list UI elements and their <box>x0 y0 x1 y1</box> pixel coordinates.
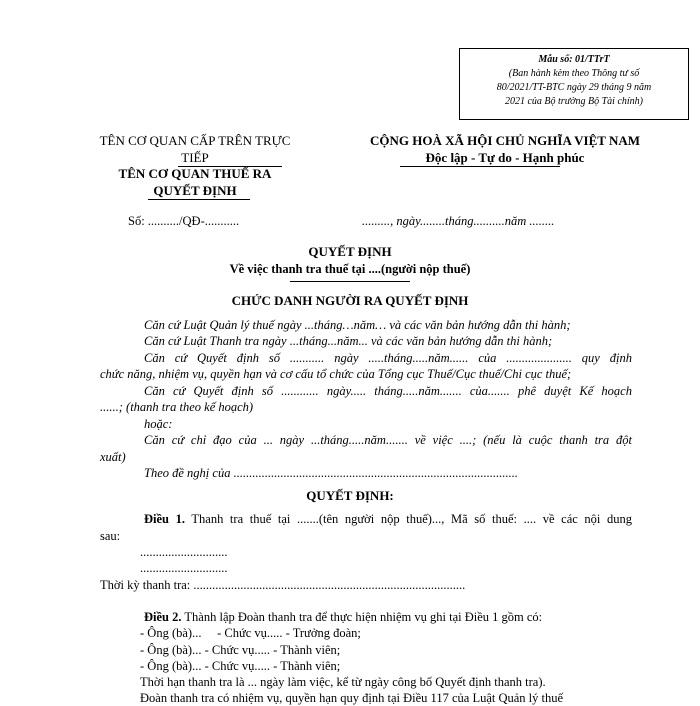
basis-plan-line-2: ......; (thanh tra theo kế hoạch) <box>100 400 254 414</box>
nation-name: CỘNG HOÀ XÃ HỘI CHỦ NGHĨA VIỆT NAM <box>369 133 641 148</box>
form-note-line-1: (Ban hành kèm theo Thông tư số <box>508 68 640 79</box>
basis-directive-line-2: xuất) <box>100 450 126 464</box>
basis-decision-line-1: Căn cứ Quyết định số ........... ngày .....tháng.....năm...... của ..................... quy định <box>144 351 632 365</box>
inspection-period: Thời kỳ thanh tra: ....................................................................................... <box>100 578 466 592</box>
basis-or: hoặc: <box>144 417 173 431</box>
parent-agency-line-1: TÊN CƠ QUAN CẤP TRÊN TRỰC <box>99 133 291 148</box>
basis-plan-line-1: Căn cứ Quyết định số ............ ngày..... tháng.....năm....... của....... phê duyệt Kế hoạch <box>144 384 632 398</box>
motto: Độc lập - Tự do - Hạnh phúc <box>425 150 585 165</box>
decision-label: QUYẾT ĐỊNH <box>153 183 237 198</box>
basis-decision-line-2: chức năng, nhiệm vụ, quyền hạn và cơ cấu tổ chức của Tổng cục Thuế/Cục thuế/Chi cục thuế; <box>100 367 572 381</box>
parent-agency-line-2: TIẾP <box>181 150 209 165</box>
team-member-3: - Ông (bà)... - Chức vụ..... - Thành viên; <box>140 659 341 673</box>
article-1-text: Thanh tra thuế tại .......(tên người nộp thuế)..., Mã số thuế: .... về các nội dung <box>191 512 633 526</box>
form-code-box <box>459 48 689 120</box>
article-2-line-1 <box>144 610 542 625</box>
article-1-line-2: sau: <box>100 529 121 543</box>
article-1-dots-2: ............................ <box>140 561 228 575</box>
document-title: QUYẾT ĐỊNH <box>308 244 392 259</box>
document-subject: Về việc thanh tra thuế tại ....(người nộp thuế) <box>229 262 471 276</box>
motto-underline <box>400 166 560 167</box>
subject-underline <box>290 281 410 282</box>
team-member-1: - Ông (bà)... - Chức vụ..... - Trưởng đoàn; <box>140 626 361 640</box>
article-1-dots-1: ............................ <box>140 545 228 559</box>
form-note-line-2: 80/2021/TT-BTC ngày 29 tháng 9 năm <box>496 82 652 93</box>
article-1-label: Điều 1. <box>144 512 185 526</box>
document-date: ........., ngày........tháng..........năm ........ <box>362 214 555 228</box>
article-2-label: Điều 2. <box>144 610 182 624</box>
basis-proposal: Theo đề nghị của ........................................................................................... <box>144 466 518 480</box>
form-note-line-3: 2021 của Bộ trưởng Bộ Tài chính) <box>504 96 643 107</box>
tax-agency: TÊN CƠ QUAN THUẾ RA <box>118 166 272 181</box>
document-number: Số: ........../QĐ-........... <box>128 214 240 228</box>
basis-directive-line-1: Căn cứ chỉ đạo của ... ngày ...tháng.....năm....... về việc ....; (nếu là cuộc thanh tra đột <box>144 433 632 447</box>
parent-agency <box>80 132 310 166</box>
decision-label-underline <box>148 199 250 200</box>
team-duties: Đoàn thanh tra có nhiệm vụ, quyền hạn quy định tại Điều 117 của Luật Quản lý thuế <box>140 691 564 705</box>
article-2-text: Thành lập Đoàn thanh tra để thực hiện nhiệm vụ ghi tại Điều 1 gồm có: <box>184 610 543 624</box>
inspection-duration: Thời hạn thanh tra là ... ngày làm việc, kể từ ngày công bố Quyết định thanh tra). <box>140 675 546 689</box>
form-code: Mẫu số: 01/TTrT <box>538 54 610 65</box>
basis-inspection-law: Căn cứ Luật Thanh tra ngày ...tháng...năm... và các văn bản hướng dẫn thi hành; <box>144 334 553 348</box>
decides-heading: QUYẾT ĐỊNH: <box>306 488 394 503</box>
basis-tax-law: Căn cứ Luật Quản lý thuế ngày ...tháng…năm… và các văn bản hướng dẫn thi hành; <box>144 318 571 332</box>
team-member-2: - Ông (bà)... - Chức vụ..... - Thành viên; <box>140 643 341 657</box>
article-1-line-1 <box>144 512 632 527</box>
issuer-title: CHỨC DANH NGƯỜI RA QUYẾT ĐỊNH <box>231 293 469 308</box>
